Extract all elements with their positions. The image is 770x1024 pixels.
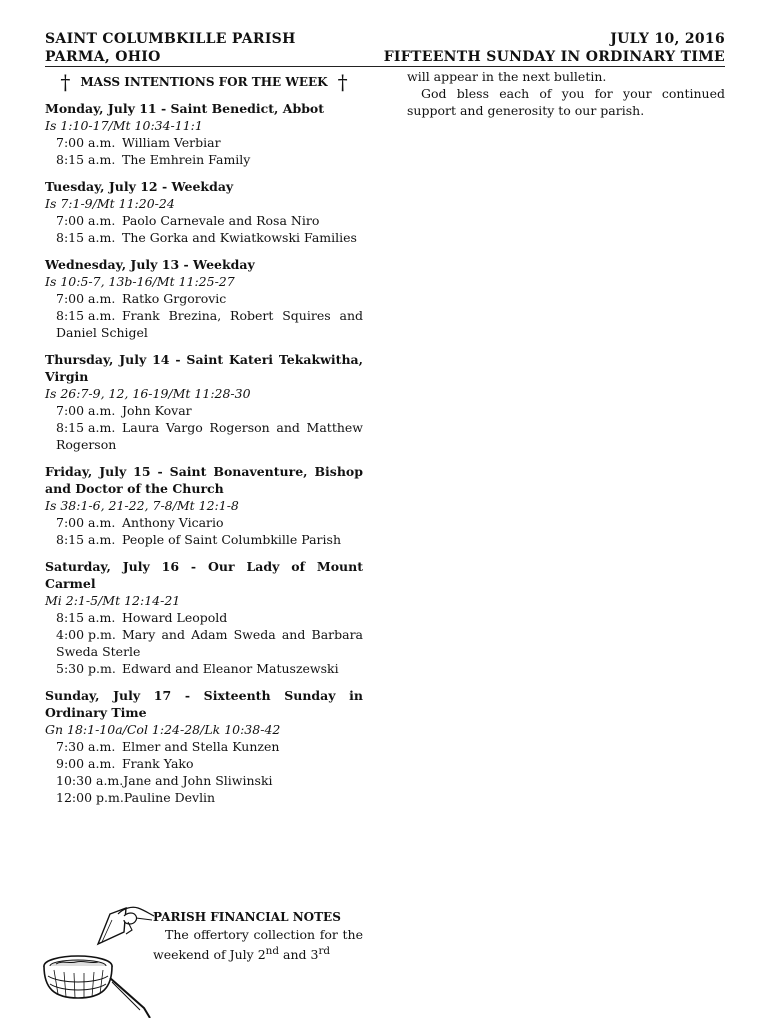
header-left [45,30,296,66]
day-heading: Saturday, July 16 - Our Lady of Mount Carmel [45,559,363,591]
mass-time: 7:00 a.m. [56,403,116,418]
intention-name: John Kovar [122,403,192,418]
day-heading: Monday, July 11 - Saint Benedict, Abbot [45,101,325,116]
mass-intention [45,290,363,307]
mass-time: 4:00 p.m. [56,627,116,642]
mass-intention [45,134,363,151]
ordinal-suffix: rd [318,945,331,957]
scripture-reading: Is 1:10-17/Mt 10:34-11:1 [45,118,203,133]
intention-name: People of Saint Columbkille Parish [122,532,342,547]
day-block [45,558,363,677]
day-heading: Friday, July 15 - Saint Bonaventure, Bishop and Doctor of the Church [45,464,363,496]
financial-notes-body [153,926,363,963]
continued-text: will appear in the next bulletin. [407,69,607,84]
mass-time: 7:00 a.m. [56,291,116,306]
day-heading: Sunday, July 17 - Sixteenth Sunday in Ordinary Time [45,688,363,720]
mass-intention [45,151,363,168]
intention-name: Elmer and Stella Kunzen [122,739,280,754]
financial-notes [40,902,365,1020]
scripture-reading: Mi 2:1-5/Mt 12:14-21 [45,593,181,608]
mass-intention [45,531,363,548]
financial-notes-text [153,909,363,963]
parish-name: SAINT COLUMBKILLE PARISH [45,31,296,47]
parish-city: PARMA, OHIO [45,49,161,65]
intention-name: Paolo Carnevale and Rosa Niro [122,213,320,228]
liturgical-occasion: FIFTEENTH SUNDAY IN ORDINARY TIME [383,49,725,65]
mass-intention [45,755,363,772]
mass-intention [45,212,363,229]
blessing-text: God bless each of you for your continued support and generosity to our parish. [407,86,725,118]
mass-intentions-list [45,100,363,806]
intention-name: Anthony Vicario [122,515,224,530]
day-heading: Tuesday, July 12 - Weekday [45,179,234,194]
mass-intentions-heading: MASS INTENTIONS FOR THE WEEK [80,74,328,89]
offertory-text-mid: and 3 [279,947,319,963]
mass-time: 7:00 a.m. [56,135,116,150]
offertory-text: The offertory collection for the weekend of July 2 [153,927,363,963]
mass-time: 8:15 a.m. [56,152,116,167]
intention-name: William Verbiar [122,135,221,150]
day-block [45,463,363,548]
mass-time: 8:15 a.m. [56,532,116,547]
mass-intention [45,419,363,453]
mass-intention [45,772,363,789]
intention-name: Mary and Adam Sweda and Barbara Sweda Sterle [56,627,363,659]
intention-name: The Gorka and Kwiatkowski Families [122,230,357,245]
intention-name: Ratko Grgorovic [122,291,227,306]
day-block [45,178,363,246]
scripture-reading: Is 7:1-9/Mt 11:20-24 [45,196,175,211]
mass-time: 7:00 a.m. [56,213,116,228]
day-block [45,351,363,453]
scripture-reading: Is 10:5-7, 13b-16/Mt 11:25-27 [45,274,235,289]
day-block [45,687,363,806]
financial-notes-title: PARISH FINANCIAL NOTES [153,910,341,924]
mass-time: 8:15 a.m. [56,610,116,625]
cross-icon: † [337,70,348,94]
left-column [45,72,363,816]
day-block [45,256,363,341]
intention-name: Frank Yako [122,756,194,771]
mass-intentions-title [45,72,363,92]
intention-name: Howard Leopold [122,610,228,625]
cross-icon: † [60,70,71,94]
mass-intention [45,229,363,246]
mass-time: 8:15 a.m. [56,230,116,245]
day-heading: Thursday, July 14 - Saint Kateri Tekakwitha, Virgin [45,352,363,384]
day-block [45,100,363,168]
ordinal-suffix: nd [265,945,280,957]
mass-time: 7:30 a.m. [56,739,116,754]
intention-name: Edward and Eleanor Matuszewski [122,661,339,676]
mass-time: 5:30 p.m. [56,661,116,676]
intention-name: Pauline Devlin [123,790,216,805]
bulletin-header [45,30,725,67]
mass-time: 8:15 a.m. [56,420,116,435]
intention-name: The Emhrein Family [122,152,251,167]
day-heading: Wednesday, July 13 - Weekday [45,257,255,272]
right-column [407,68,725,119]
mass-intention [45,738,363,755]
header-right [384,30,725,66]
scripture-reading: Is 38:1-6, 21-22, 7-8/Mt 12:1-8 [45,498,239,513]
mass-intention [45,402,363,419]
mass-intention [45,626,363,660]
mass-time: 8:15 a.m. [56,308,116,323]
collection-basket-illustration [40,902,154,1018]
mass-intention [45,307,363,341]
mass-intention [45,514,363,531]
mass-time: 9:00 a.m. [56,756,116,771]
mass-time: 7:00 a.m. [56,515,116,530]
mass-intention [45,660,363,677]
mass-time: 10:30 a.m. [56,773,124,788]
intention-name: Laura Vargo Rogerson and Matthew Rogerson [56,420,363,452]
mass-time: 12:00 p.m. [56,790,124,805]
bulletin-date: JULY 10, 2016 [610,31,725,47]
mass-intention [45,789,363,806]
scripture-reading: Gn 18:1-10a/Col 1:24-28/Lk 10:38-42 [45,722,281,737]
scripture-reading: Is 26:7-9, 12, 16-19/Mt 11:28-30 [45,386,251,401]
mass-intention [45,609,363,626]
intention-name: Jane and John Sliwinski [123,773,273,788]
intention-name: Frank Brezina, Robert Squires and Daniel Schigel [56,308,363,340]
